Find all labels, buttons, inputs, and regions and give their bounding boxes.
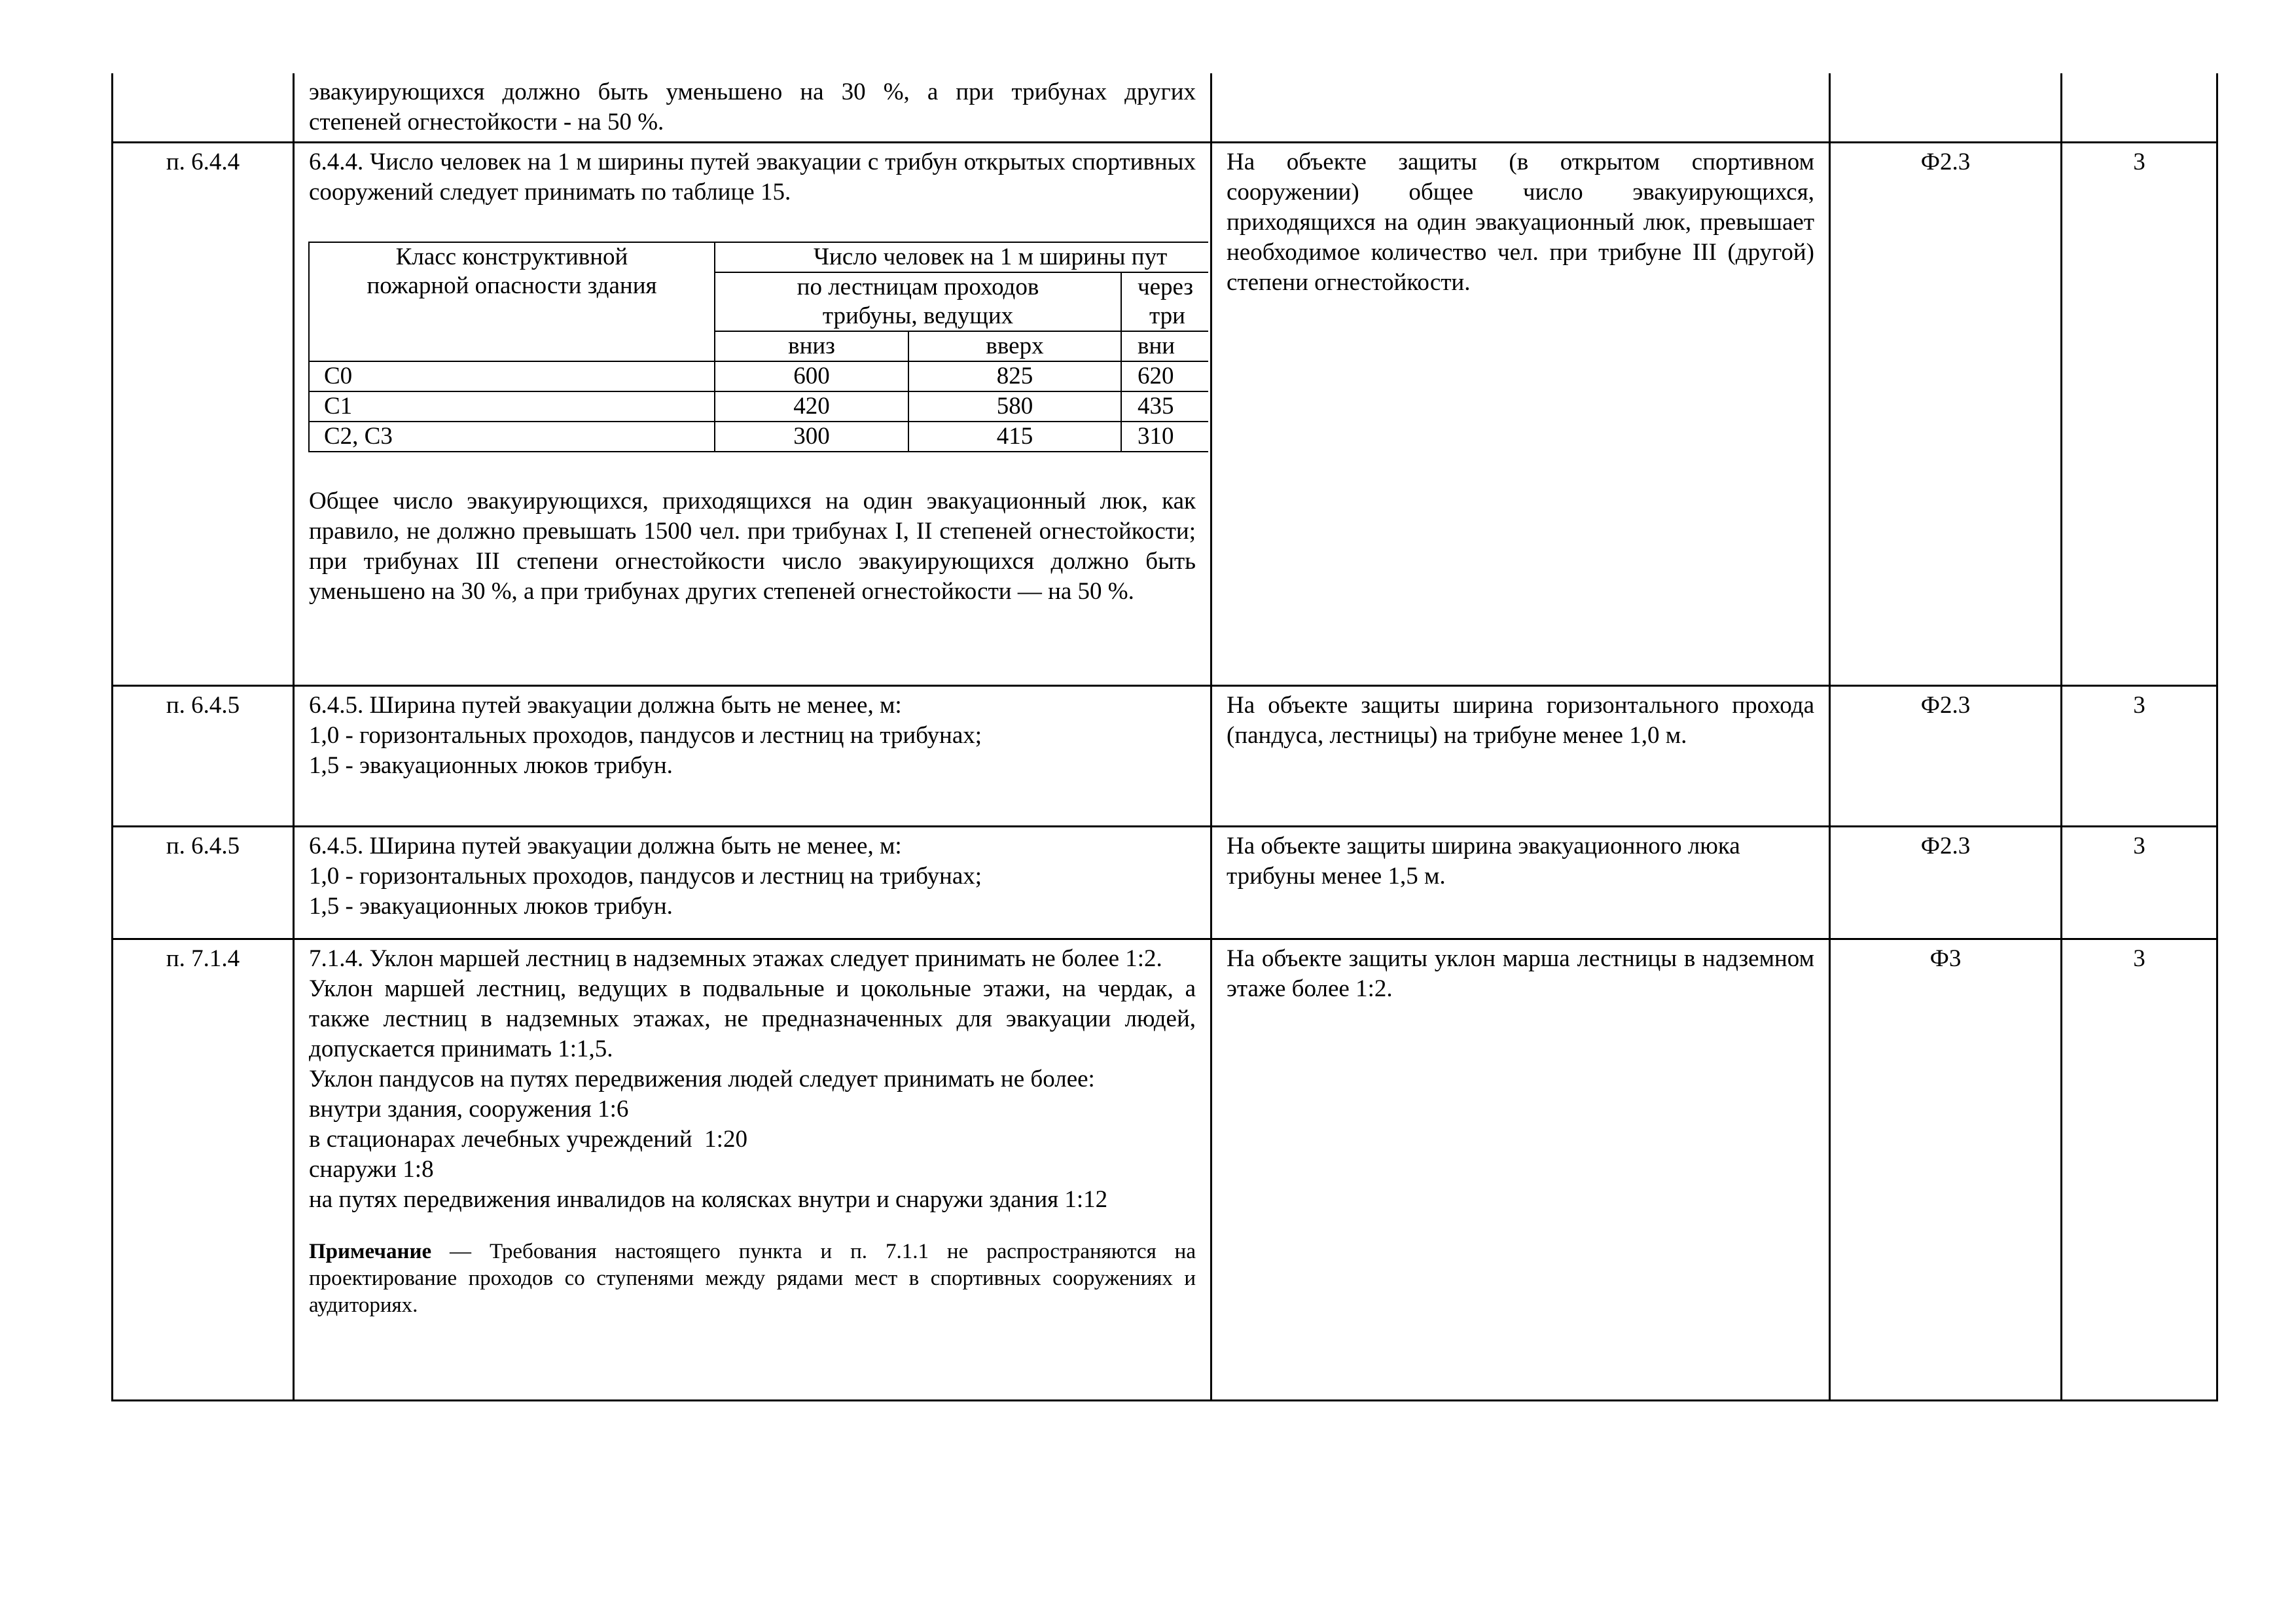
table-row [113,827,2217,939]
requirement-line: 1,0 - горизонтальных проходов, пандусов и лестниц на трибунах; [309,722,982,749]
header-class [309,242,715,361]
header-stairs-line: по лестницам проходов [797,274,1039,300]
requirement-line: 6.4.5. Ширина путей эвакуации должна быть не менее, м: [309,692,902,719]
requirements-table [111,73,2218,1401]
class-cell: Ф2.3 [1830,686,2062,827]
requirement-text: на путях передвижения инвалидов на колясках внутри и снаружи здания 1:12 [309,1186,1108,1213]
header-third-line: три [1149,302,1185,329]
requirement-line: степеней огнестойкости - на 50 %. [309,109,664,135]
requirement-text: Общее число эвакуирующихся, приходящихся на один эвакуационный люк, как правило, не должно превышать 1500 чел. при трибунах I, II степеней огнестойкости; при трибунах III степени огнестойкости число эвакуирующихся должно быть уменьшено на 30 %, а при трибунах других степеней огнестойкости — на 50 %. [309,488,1196,605]
row-class: С0 [309,361,715,391]
class-cell: Ф2.3 [1830,827,2062,939]
ref-cell: п. 6.4.4 [113,143,294,686]
requirement-line: в стационарах лечебных учреждений 1:20 [309,1126,747,1153]
header-down-2: вни [1121,331,1208,361]
header-stairs-line: трибуны, ведущих [822,302,1014,329]
table-15-data-row [309,361,1208,391]
header-down: вниз [715,331,908,361]
violation-cell: На объекте защиты (в открытом спортивном сооружении) общее число эвакуирующихся, приходящихся на один эвакуационный люк, превышает необходимое количество чел. при трибуне III (другой) степени огнестойкости. [1211,143,1830,686]
header-third [1121,272,1208,331]
violation-cell [1211,73,1830,143]
table-15-data-row [309,422,1208,452]
requirement-text: 7.1.4. Уклон маршей лестниц в надземных этажах следует принимать не более 1:2. [309,945,1162,972]
row-value: 600 [715,361,908,391]
table-row [113,686,2217,827]
requirement-text: 6.4.4. Число человек на 1 м ширины путей эвакуации с трибун открытых спортивных сооружений следует принимать по таблице 15. [309,149,1196,206]
row-value: 310 [1121,422,1208,452]
violation-cell: На объекте защиты ширина эвакуационного люка трибуны менее 1,5 м. [1211,827,1830,939]
table-15 [308,242,1208,452]
class-cell [1830,73,2062,143]
category-cell: 3 [2062,939,2217,1401]
row-class: С1 [309,391,715,422]
class-cell: Ф2.3 [1830,143,2062,686]
note-label: Примечание [309,1240,432,1263]
table-15-data-row [309,391,1208,422]
requirement-cell [294,827,1211,939]
requirement-line: 6.4.5. Ширина путей эвакуации должна быть не менее, м: [309,833,902,859]
requirement-cell [294,939,1211,1401]
row-value: 580 [908,391,1121,422]
requirement-cell [294,73,1211,143]
category-cell: 3 [2062,827,2217,939]
category-cell [2062,73,2217,143]
category-cell: 3 [2062,686,2217,827]
row-value: 620 [1121,361,1208,391]
violation-cell: На объекте защиты уклон марша лестницы в надземном этаже более 1:2. [1211,939,1830,1401]
requirement-line: 1,5 - эвакуационных люков трибун. [309,752,673,779]
header-third-line: через [1138,274,1194,300]
table-row [113,143,2217,686]
category-cell: 3 [2062,143,2217,686]
note [309,1238,1196,1319]
row-class: С2, С3 [309,422,715,452]
row-value: 435 [1121,391,1208,422]
requirement-line: Уклон пандусов на путях передвижения людей следует принимать не более: [309,1066,1095,1092]
ref-cell: п. 7.1.4 [113,939,294,1401]
table-15-wrapper [308,242,1208,452]
requirement-line: 1,0 - горизонтальных проходов, пандусов и лестниц на трибунах; [309,863,982,890]
row-value: 825 [908,361,1121,391]
header-group: Число человек на 1 м ширины пут [715,242,1208,272]
requirement-line: внутри здания, сооружения 1:6 [309,1096,629,1123]
row-value: 300 [715,422,908,452]
table-15-header-row [309,242,1208,272]
requirement-cell [294,143,1211,686]
violation-cell: На объекте защиты ширина горизонтального прохода (пандуса, лестницы) на трибуне менее 1,0 м. [1211,686,1830,827]
header-class-line: пожарной опасности здания [367,272,657,299]
requirement-line: эвакуирующихся должно быть уменьшено на 30 %, а при трибунах других [309,79,1196,105]
requirement-cell [294,686,1211,827]
row-value: 420 [715,391,908,422]
row-value: 415 [908,422,1121,452]
table-row [113,73,2217,143]
ref-cell [113,73,294,143]
table-row [113,939,2217,1401]
requirement-text: Уклон маршей лестниц, ведущих в подвальные и цокольные этажи, на чердак, а также лестниц в надземных этажах, не предназначенных для эвакуации людей, допускается принимать 1:1,5. [309,975,1196,1062]
header-stairs [715,272,1121,331]
ref-cell: п. 6.4.5 [113,827,294,939]
note-text: — Требования настоящего пункта и п. 7.1.1 не распространяются на проектирование проходов со ступенями между рядами мест в спортивных сооружениях и аудиториях. [309,1240,1196,1317]
header-up: вверх [908,331,1121,361]
class-cell: Ф3 [1830,939,2062,1401]
requirement-line: снаружи 1:8 [309,1156,434,1183]
header-class-line: Класс конструктивной [395,244,628,270]
requirement-line: 1,5 - эвакуационных люков трибун. [309,893,673,920]
ref-cell: п. 6.4.5 [113,686,294,827]
